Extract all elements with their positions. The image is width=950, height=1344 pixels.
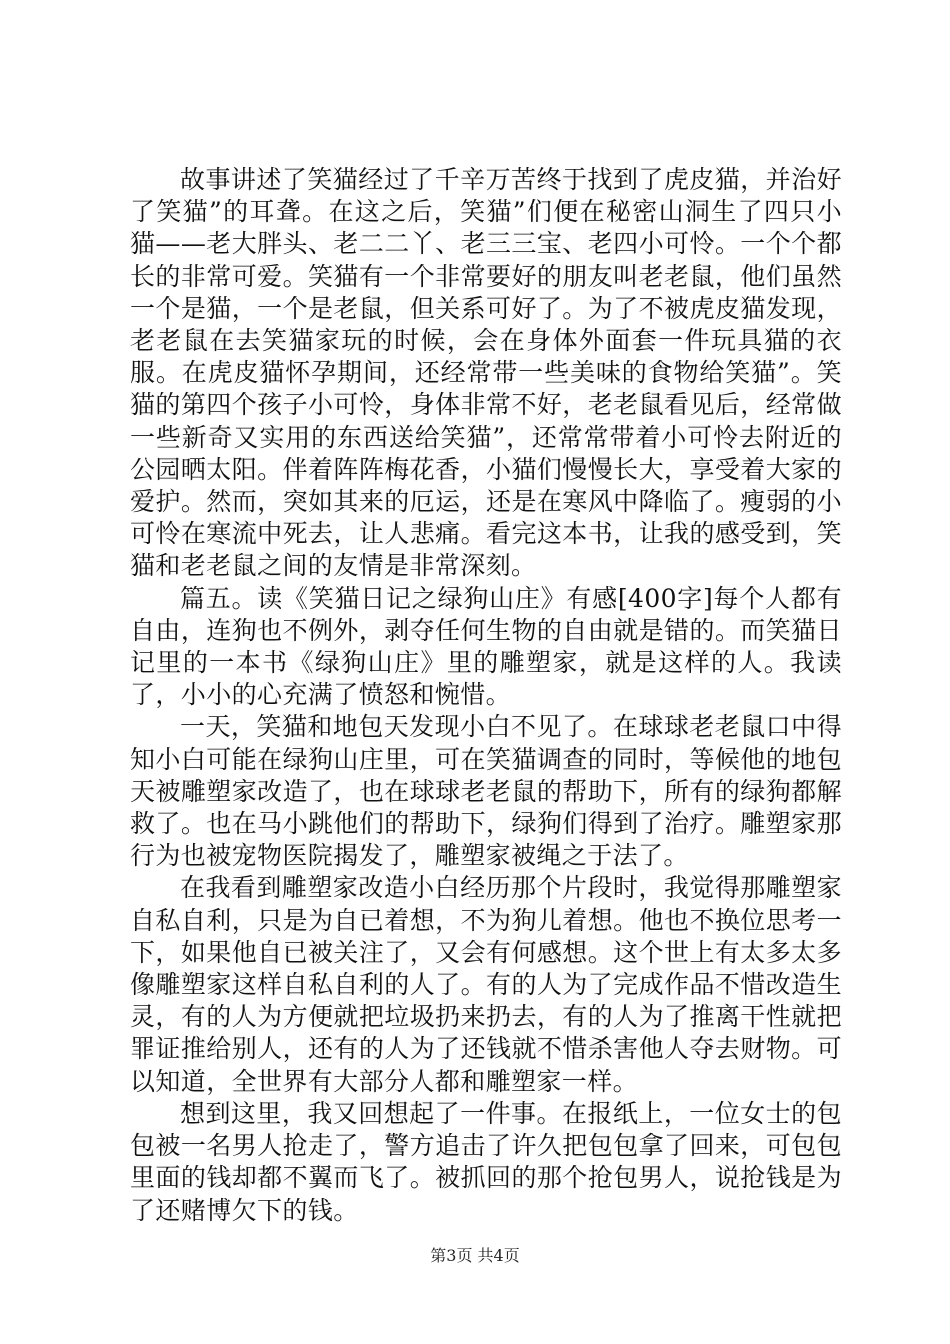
paragraph-4: 在我看到雕塑家改造小白经历那个片段时，我觉得那雕塑家自私自利，只是为自已着想，不为狗儿着想。他也不换位思考一下，如果他自已被关注了，又会有何感想。这个世上有太多太多像雕塑家这样自私自利的人了。有的人为了完成作品不惜改造生灵，有的人为方便就把垃圾扔来扔去，有的人为了推离干性就把罪证推给别人，还有的人为了还钱就不惜杀害他人夺去财物。可以知道，全世界有大部分人都和雕塑家一样。: [130, 873, 842, 1096]
paragraph-2: 篇五。读《笑猫日记之绿狗山庄》有感[400字]每个人都有自由，连狗也不例外，剥夺任何生物的自由就是错的。而笑猫日记里的一本书《绿狗山庄》里的雕塑家，就是这样的人。我读了，小小的心充满了愤怒和惋惜。: [130, 583, 842, 710]
page-number-footer: 第3页 共4页: [430, 1246, 520, 1265]
paragraph-1: 故事讲述了笑猫经过了千辛万苦终于找到了虎皮猫，并治好了笑猫”的耳聋。在这之后，笑猫”们便在秘密山洞生了四只小猫——老大胖头、老二二丫、老三三宝、老四小可怜。一个个都长的非常可爱。笑猫有一个非常要好的朋友叫老老鼠，他们虽然一个是猫，一个是老鼠，但关系可好了。为了不被虎皮猫发现，老老鼠在去笑猫家玩的时候，会在身体外面套一件玩具猫的衣服。在虎皮猫怀孕期间，还经常带一些美味的食物给笑猫”。笑猫的第四个孩子小可怜，身体非常不好，老老鼠看见后，经常做一些新奇又实用的东西送给笑猫”，还常常带着小可怜去附近的公园晒太阳。伴着阵阵梅花香，小猫们慢慢长大，享受着大家的爱护。然而，突如其来的厄运，还是在寒风中降临了。瘦弱的小可怜在寒流中死去，让人悲痛。看完这本书，让我的感受到，笑猫和老老鼠之间的友情是非常深刻。: [130, 165, 842, 581]
document-body: [130, 164, 842, 1227]
paragraph-3: 一天，笑猫和地包天发现小白不见了。在球球老老鼠口中得知小白可能在绿狗山庄里，可在笑猫调查的同时，等候他的地包天被雕塑家改造了，也在球球老老鼠的帮助下，所有的绿狗都解救了。也在马小跳他们的帮助下，绿狗们得到了治疗。雕塑家那行为也被宠物医院揭发了，雕塑家被绳之于法了。: [130, 712, 842, 871]
paragraph-5: 想到这里，我又回想起了一件事。在报纸上，一位女士的包包被一名男人抢走了，警方追击了许久把包包拿了回来，可包包里面的钱却都不翼而飞了。被抓回的那个抢包男人，说抢钱是为了还赌博欠下的钱。: [130, 1098, 842, 1225]
